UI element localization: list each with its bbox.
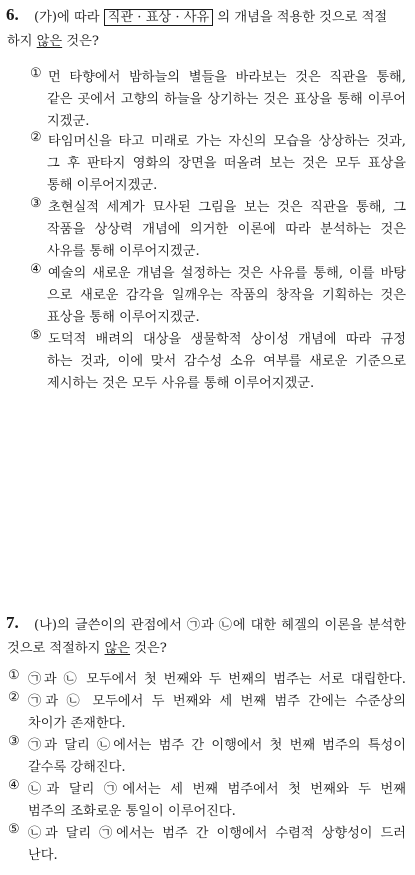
option-marker: ③	[8, 734, 20, 749]
option-text-line: 타임머신을 타고 미래로 가는 자신의 모습을 상상하는 것과,	[48, 134, 406, 149]
option-text-line: 사유를 통해 이루어지겠군.	[47, 244, 200, 259]
option-text-line: 통해 이루어지겠군.	[47, 178, 158, 193]
option-marker: ①	[30, 66, 42, 81]
option-text-line: 예술의 새로운 개념을 설정하는 것은 사유를 통해, 이를 바탕	[48, 266, 406, 281]
option-text-line: 으로 새로운 감각을 일깨우는 작품의 창작을 기획하는 것은	[47, 288, 406, 303]
option-text-line: 범주의 조화로운 통일이 이루어진다.	[28, 804, 236, 819]
underlined-not: 않은	[36, 34, 63, 49]
option-text-line: ㉡과 달리 ㉠에서는 세 번째 범주에서 첫 번째와 두 번째	[28, 782, 406, 797]
option-marker: ④	[8, 778, 20, 793]
option-text-line: 갈수록 강해진다.	[28, 760, 126, 775]
option-text-line: 난다.	[28, 848, 58, 863]
option-marker: ⑤	[30, 328, 42, 343]
option-marker: ②	[30, 130, 42, 145]
option-text-line: 작품을 상상력 개념에 의거한 이론에 따라 분석하는 것은	[47, 222, 406, 237]
option-text-line: 하는 것과, 이에 맞서 감수성 소유 여부를 새로운 기준으로	[47, 354, 406, 369]
option-text-line: 도덕적 배려의 대상을 생물학적 상이성 개념에 따라 규정	[48, 332, 406, 347]
option-text-line: 지겠군.	[47, 114, 90, 129]
option-text-line: 초현실적 세계가 묘사된 그림을 보는 것은 직관을 통해, 그	[48, 200, 406, 215]
underlined-not: 않은	[104, 641, 131, 656]
option-text-line: 먼 타향에서 밤하늘의 별들을 바라보는 것은 직관을 통해,	[48, 70, 406, 85]
option-text-line: 제시하는 것은 모두 사유를 통해 이루어지겠군.	[47, 376, 315, 391]
boxed-concepts: 직관 · 표상 · 사유	[104, 9, 214, 26]
option-marker: ②	[8, 690, 20, 705]
option-text-line: 그 후 판타지 영화의 장면을 떠올려 보는 것은 모두 표상을	[47, 156, 406, 171]
option-text-line: ㉠과 ㉡ 모두에서 첫 번째와 두 번째의 범주는 서로 대립한다.	[28, 672, 406, 687]
question-number: 6.	[6, 5, 19, 24]
option-marker: ③	[30, 196, 42, 211]
option-text-line: ㉡과 달리 ㉠에서는 범주 간 이행에서 수렴적 상향성이 드러	[28, 826, 406, 841]
option-text-line: ㉠과 달리 ㉡에서는 범주 간 이행에서 첫 번째 범주의 특성이	[28, 738, 406, 753]
option-text-line: 표상을 통해 이루어지겠군.	[47, 310, 200, 325]
option-text-line: ㉠과 ㉡ 모두에서 두 번째와 세 번째 범주 간에는 수준상의	[28, 694, 406, 709]
option-marker: ⑤	[8, 822, 20, 837]
option-text-line: 차이가 존재한다.	[28, 716, 126, 731]
question-number: 7.	[6, 613, 19, 632]
option-marker: ④	[30, 262, 42, 277]
option-marker: ①	[8, 668, 20, 683]
option-text-line: 같은 곳에서 고향의 하늘을 상기하는 것은 표상을 통해 이루어	[47, 92, 406, 107]
